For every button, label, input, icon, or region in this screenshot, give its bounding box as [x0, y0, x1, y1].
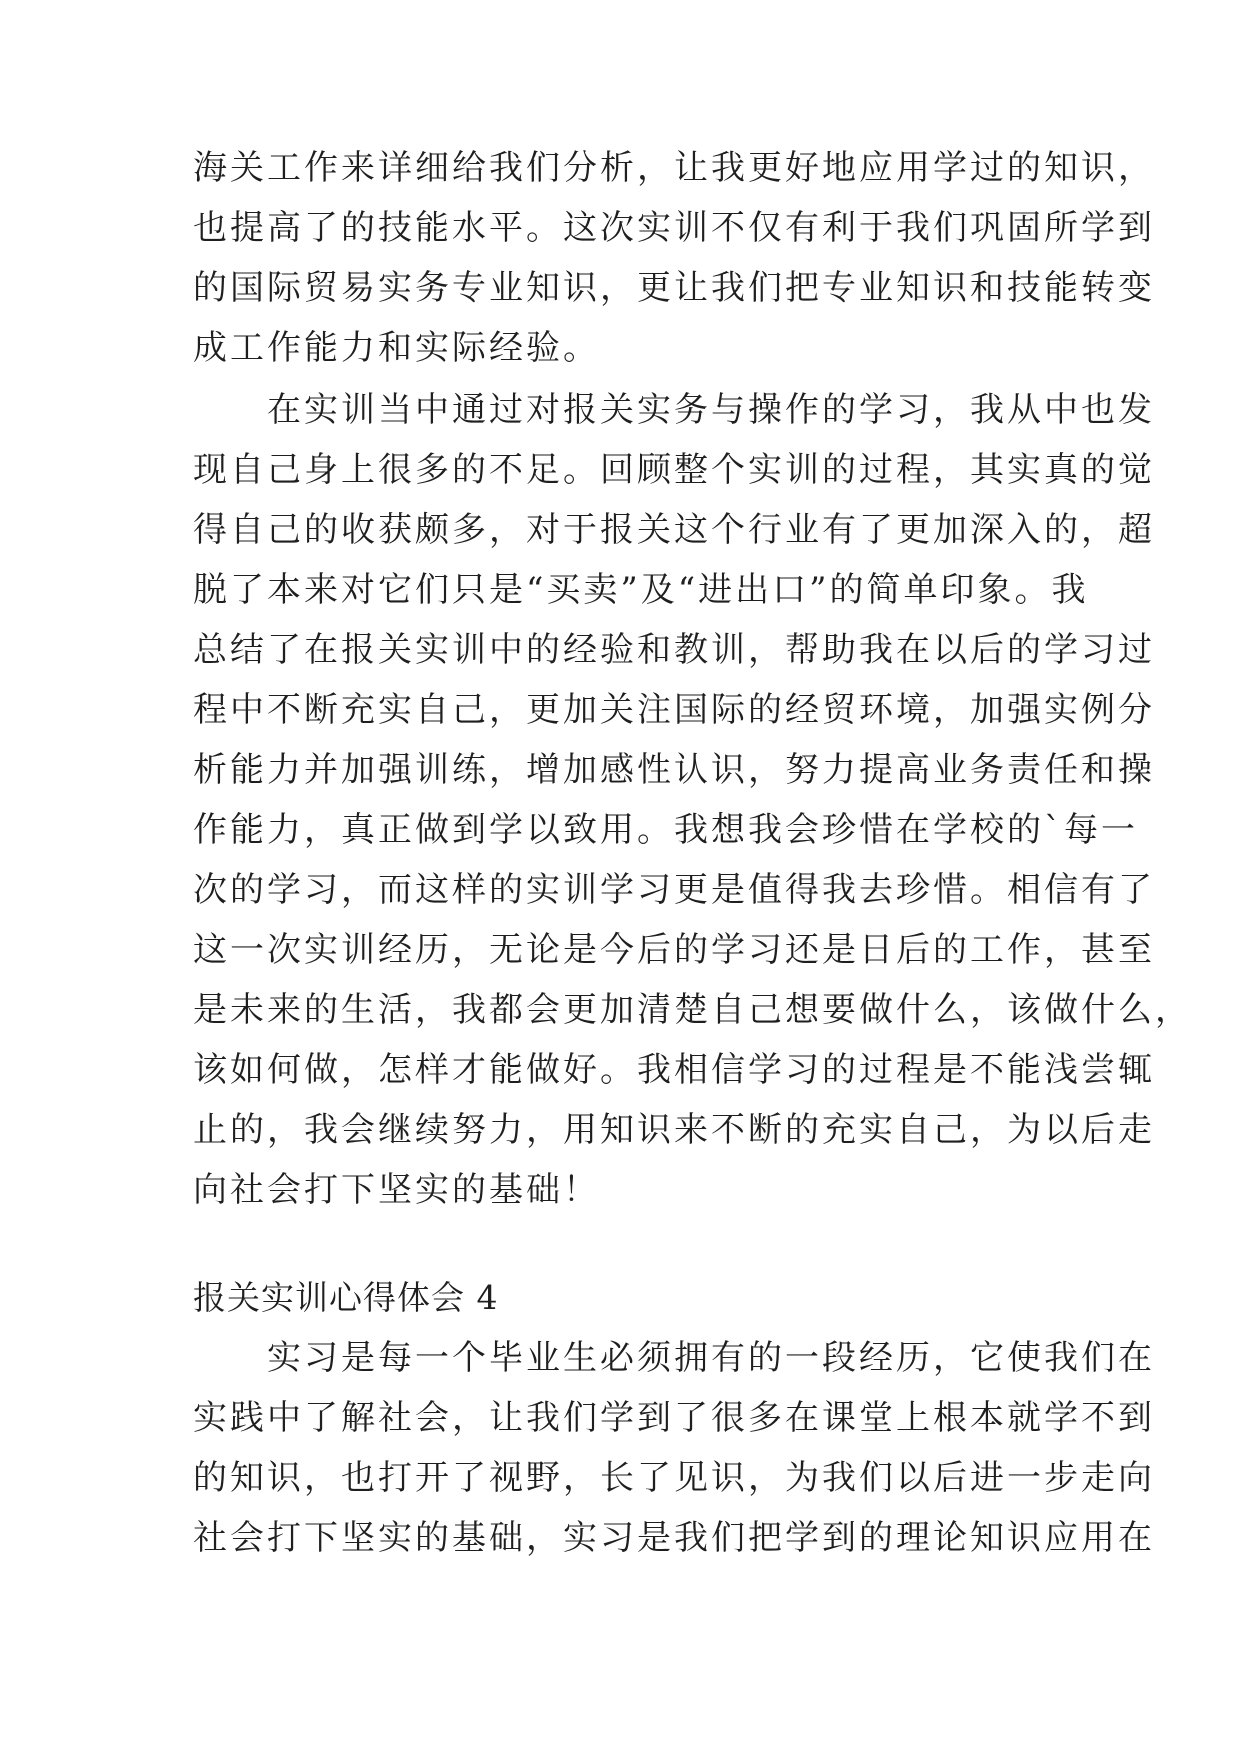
paragraph-3-line-4: 社会打下坚实的基础，实习是我们把学到的理论知识应用在: [193, 1518, 1155, 1558]
paragraph-2-line-12: 该如何做，怎样才能做好。我相信学习的过程是不能浅尝辄: [193, 1050, 1155, 1090]
paragraph-2-line-10: 这一次实训经历，无论是今后的学习还是日后的工作，甚至: [193, 930, 1155, 970]
paragraph-1-line-1: 海关工作来详细给我们分析，让我更好地应用学过的知识，: [193, 148, 1155, 188]
paragraph-2-line-5: 总结了在报关实训中的经验和教训，帮助我在以后的学习过: [193, 630, 1155, 670]
paragraph-2-line-4: 脱了本来对它们只是“买卖”及“进出口”的简单印象。我: [193, 570, 1089, 610]
paragraph-2-line-6: 程中不断充实自己，更加关注国际的经贸环境，加强实例分: [193, 690, 1155, 730]
paragraph-2-line-3: 得自己的收获颇多，对于报关这个行业有了更加深入的，超: [193, 510, 1155, 550]
paragraph-1-line-3: 的国际贸易实务专业知识，更让我们把专业知识和技能转变: [193, 268, 1155, 308]
paragraph-2-line-1: 在实训当中通过对报关实务与操作的学习，我从中也发: [193, 390, 1155, 430]
paragraph-3-line-1: 实习是每一个毕业生必须拥有的一段经历，它使我们在: [193, 1338, 1155, 1378]
paragraph-2-line-8: 作能力，真正做到学以致用。我想我会珍惜在学校的`每一: [193, 810, 1138, 850]
paragraph-3-line-2: 实践中了解社会，让我们学到了很多在课堂上根本就学不到: [193, 1398, 1155, 1438]
paragraph-2-line-7: 析能力并加强训练，增加感性认识，努力提高业务责任和操: [193, 750, 1155, 790]
paragraph-2-line-14: 向社会打下坚实的基础！: [193, 1170, 600, 1210]
section-heading: 报关实训心得体会 4: [193, 1278, 499, 1317]
paragraph-3-line-3: 的知识，也打开了视野，长了见识，为我们以后进一步走向: [193, 1458, 1155, 1498]
paragraph-1-line-4: 成工作能力和实际经验。: [193, 328, 600, 368]
paragraph-2-line-13: 止的，我会继续努力，用知识来不断的充实自己，为以后走: [193, 1110, 1155, 1150]
paragraph-2-line-9: 次的学习，而这样的实训学习更是值得我去珍惜。相信有了: [193, 870, 1155, 910]
paragraph-2-line-2: 现自己身上很多的不足。回顾整个实训的过程，其实真的觉: [193, 450, 1155, 490]
paragraph-1-line-2: 也提高了的技能水平。这次实训不仅有利于我们巩固所学到: [193, 208, 1155, 248]
paragraph-2-line-11: 是未来的生活，我都会更加清楚自己想要做什么，该做什么，: [193, 990, 1192, 1030]
